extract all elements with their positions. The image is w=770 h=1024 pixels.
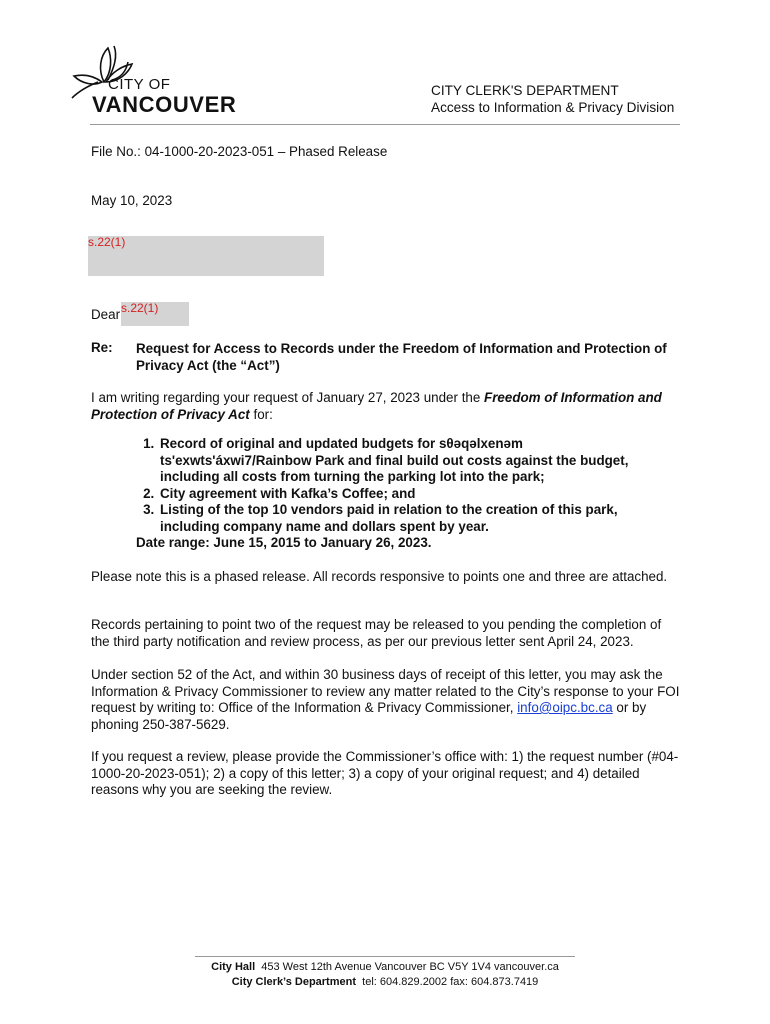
- department-name: CITY CLERK'S DEPARTMENT: [431, 83, 619, 98]
- footer: [150, 960, 620, 990]
- redaction-code: s.22(1): [88, 235, 126, 249]
- date-range: Date range: June 15, 2015 to January 26, 2023.: [136, 535, 432, 550]
- review-text: Under section 52 of the Act, and within 30 business days of receipt of this letter, you may ask the Information & Privacy Commissioner to review any matter related to the City’s response to your FOI request by writing to: Office of the Information & Privacy Commissioner,: [91, 667, 680, 715]
- intro-after: for:: [249, 406, 273, 422]
- footer-contact: tel: 604.829.2002 fax: 604.873.7419: [362, 976, 539, 988]
- footer-line-1: [150, 960, 620, 975]
- redaction-code: s.22(1): [121, 301, 159, 315]
- file-number: File No.: 04-1000-20-2023-051 – Phased Release: [91, 144, 388, 159]
- review-rights-paragraph: [91, 667, 681, 733]
- logo-line-1: CITY OF: [108, 76, 171, 93]
- letter-date: May 10, 2023: [91, 193, 173, 208]
- review-phone: or by phoning 250-387-5629.: [91, 700, 647, 732]
- list-item: 1. Record of original and updated budgets for sθəqəlxenəm ts'exwts'áxwi7/Rainbow Park and final build out costs against the budget, including all costs from turning the parking lot into the park;: [158, 436, 676, 486]
- oipc-email-link[interactable]: info@oipc.bc.ca: [517, 700, 613, 715]
- division-name: Access to Information & Privacy Division: [431, 100, 675, 115]
- act-name: Freedom of Information and Protection of Privacy Act: [91, 390, 662, 422]
- request-items: [136, 436, 676, 552]
- re-label: Re:: [91, 340, 113, 355]
- review-instructions-paragraph: If you request a review, please provide the Commissioner’s office with: 1) the request number (#04-1000-20-2023-051); 2) a copy of this letter; 3) a copy of your original request; and 4) detailed reasons why you are seeking the review.: [91, 749, 679, 797]
- department-header: [431, 82, 674, 116]
- footer-line-2: [150, 975, 620, 990]
- header-divider: [90, 124, 680, 125]
- footer-divider: [195, 956, 575, 957]
- salutation: Dear: [91, 307, 121, 322]
- footer-city-hall-label: City Hall: [211, 961, 256, 973]
- third-party-paragraph: Records pertaining to point two of the request may be released to you pending the completion of the third party notification and review process, as per our previous letter sent April 24, 2023.: [91, 617, 662, 649]
- phased-release-paragraph: Please note this is a phased release. All records responsive to points one and three are attached.: [91, 569, 668, 584]
- name-redaction: [121, 302, 189, 326]
- intro-before: I am writing regarding your request of January 27, 2023 under the: [91, 390, 485, 405]
- footer-clerk-label: City Clerk’s Department: [231, 976, 357, 988]
- intro-paragraph: [91, 390, 681, 423]
- city-of-vancouver-logo: [68, 42, 248, 118]
- list-item: 3. Listing of the top 10 vendors paid in relation to the creation of this park, including company name and dollars spent by year.: [158, 502, 676, 535]
- address-redaction: [88, 236, 324, 276]
- list-item: 2. City agreement with Kafka’s Coffee; and: [158, 486, 676, 503]
- footer-address: 453 West 12th Avenue Vancouver BC V5Y 1V4 vancouver.ca: [261, 961, 559, 973]
- re-subject: Request for Access to Records under the Freedom of Information and Protection of Privacy Act (the “Act”): [136, 341, 667, 373]
- logo-line-2: VANCOUVER: [92, 92, 237, 117]
